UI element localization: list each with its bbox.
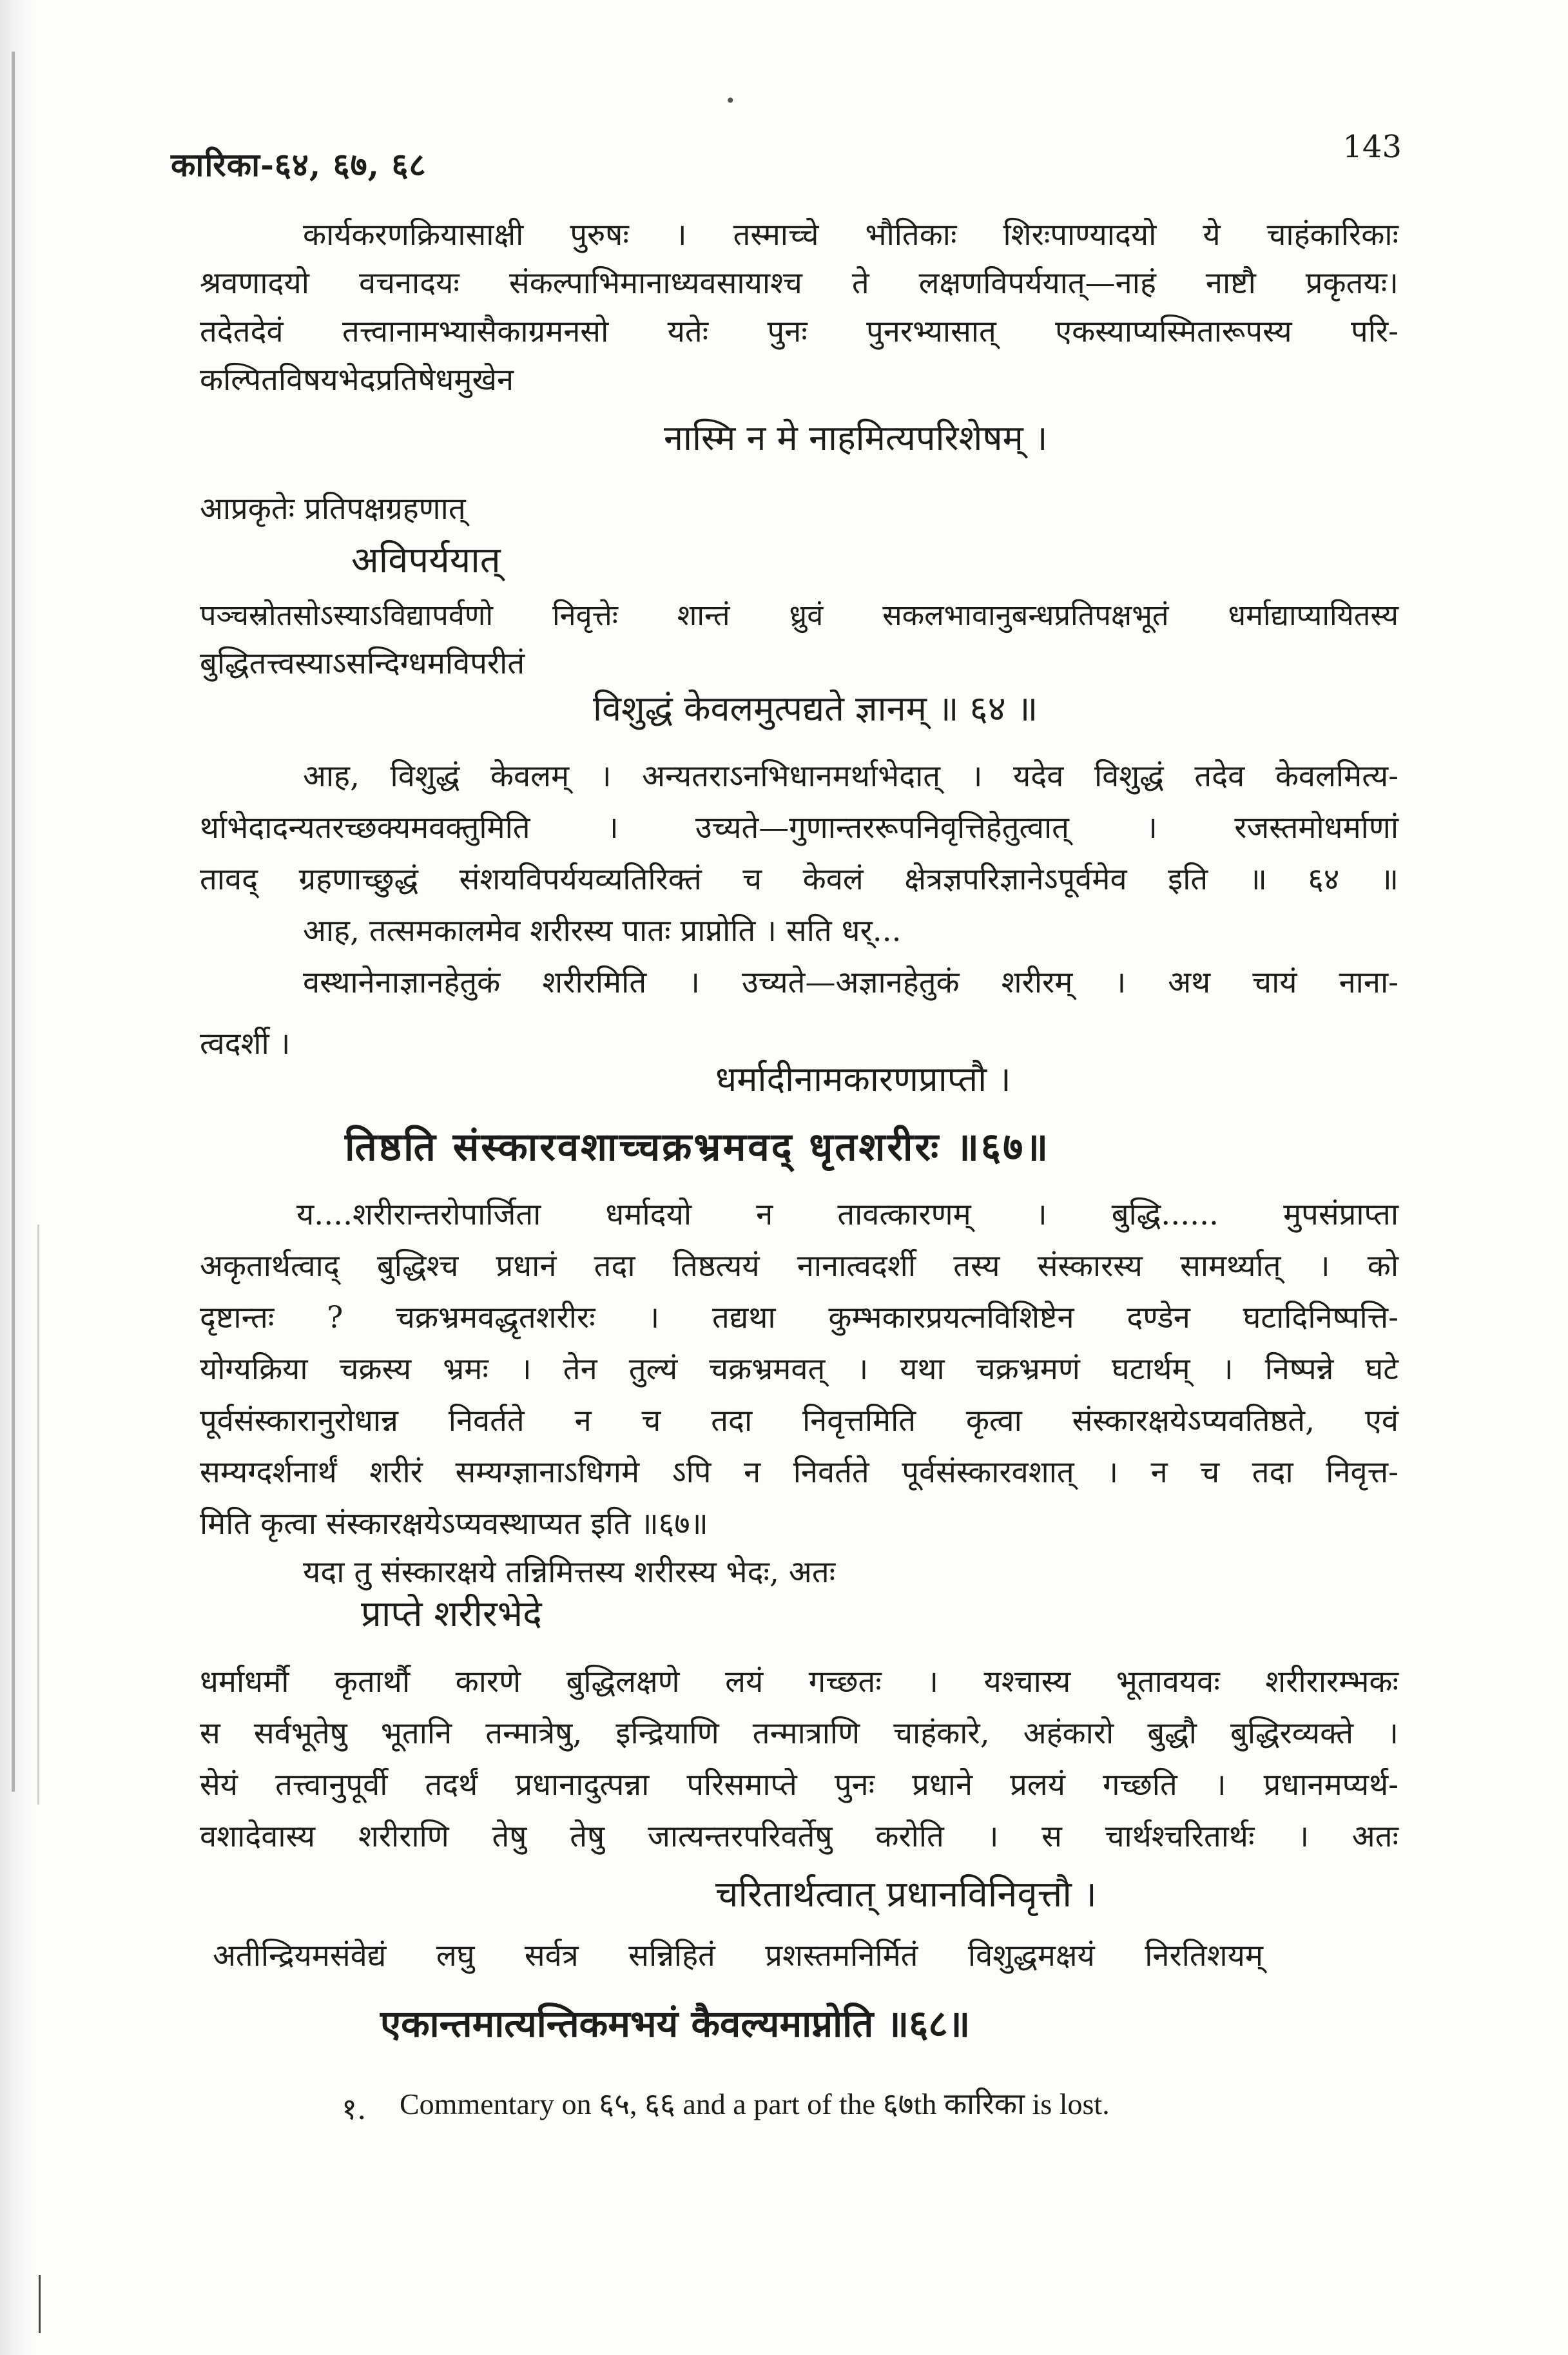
text-line: कल्पितविषयभेदप्रतिषेधमुखेन: [200, 362, 514, 398]
text-line: दृष्टान्तः ? चक्रभ्रमवद्धृतशरीरः । तद्यथा कुम्भकारप्रयत्नविशिष्टेन दण्डेन घटादिनिष्पत्ति-: [200, 1300, 1399, 1335]
verse-line: प्राप्ते शरीरभेदे: [361, 1593, 542, 1635]
text-line: पूर्वसंस्कारानुरोधान्न निवर्तते न च तदा निवृत्तमिति कृत्वा संस्कारक्षयेऽप्यवतिष्ठते, एवं: [200, 1403, 1399, 1439]
text-line: यदा तु संस्कारक्षये तन्निमित्तस्य शरीरस्य भेदः, अतः: [303, 1555, 836, 1590]
text-line: आप्रकृतेः प्रतिपक्षग्रहणात्: [200, 491, 466, 527]
text-line: स सर्वभूतेषु भूतानि तन्मात्रेषु, इन्द्रियाणि तन्मात्राणि चाहंकारे, अहंकारो बुद्धौ बुद्धिरव्यक्ते ।: [200, 1716, 1399, 1751]
text-line: योग्यक्रिया चक्रस्य भ्रमः । तेन तुल्यं चक्रभ्रमवत् । यथा चक्रभ्रमणं घटार्थम् । निष्पन्ने घटे: [200, 1352, 1399, 1387]
verse-line: विशुद्धं केवलमुत्पद्यते ज्ञानम् ॥ ६४ ॥: [593, 688, 1038, 729]
verse-line: अविपर्ययात्: [351, 539, 501, 581]
verse-line: तिष्ठति संस्कारवशाच्चक्रभ्रमवद् धृतशरीरः ॥६७॥: [345, 1125, 1050, 1170]
verse-line: चरितार्थत्वात् प्रधानविनिवृत्तौ ।: [715, 1874, 1097, 1915]
text-line: कार्यकरणक्रियासाक्षी पुरुषः । तस्माच्चे भौतिकाः शिरःपाण्यादयो ये चाहंकारिकाः: [303, 217, 1399, 253]
print-speck: •: [725, 90, 736, 111]
spine-line-secondary: [37, 1225, 39, 1805]
page-number: 143: [1342, 129, 1402, 165]
text-line: बुद्धितत्त्वस्याऽसन्दिग्धमविपरीतं: [200, 646, 525, 681]
running-head: कारिका-६४, ६७, ६८: [171, 146, 427, 184]
text-line: तावद् ग्रहणाच्छुद्धं संशयविपर्ययव्यतिरिक्तं च केवलं क्षेत्रज्ञपरिज्ञानेऽपूर्वमेव इति ॥ ६४ ॥: [200, 862, 1399, 897]
text-line: सेयं तत्त्वानुपूर्वी तदर्थं प्रधानादुत्पन्ना परिसमाप्ते पुनः प्रधाने प्रलयं गच्छति । प्रधानमप्यर्थ-: [200, 1767, 1399, 1803]
spine-shadow: [0, 0, 39, 2355]
text-line: सम्यग्दर्शनार्थं शरीरं सम्यग्ज्ञानाऽधिगमे ऽपि न निवर्तते पूर्वसंस्कारवशात् । न च तदा निवृत्त-: [200, 1455, 1399, 1490]
text-line: मिति कृत्वा संस्कारक्षयेऽप्यवस्थाप्यत इति ॥६७॥: [200, 1506, 708, 1542]
edge-mark: [39, 2275, 41, 2333]
text-line: अतीन्द्रियमसंवेद्यं लघु सर्वत्र सन्निहितं प्रशस्तमनिर्मितं विशुद्धमक्षयं निरतिशयम्: [213, 1938, 1263, 1973]
verse-line: एकान्तमात्यन्तिकमभयं कैवल्यमाप्नोति ॥६८॥: [380, 2002, 971, 2046]
text-line: आह, तत्समकालमेव शरीरस्य पातः प्राप्नोति । सति धर्...: [303, 913, 902, 949]
text-line: र्थाभेदादन्यतरच्छक्यमवक्तुमिति । उच्यते—गुणान्तररूपनिवृत्तिहेतुत्वात् । रजस्तमोधर्माणां: [200, 810, 1399, 846]
text-line: य....शरीरान्तरोपार्जिता धर्मादयो न तावत्कारणम् । बुद्धि...... मुपसंप्राप्ता: [296, 1197, 1399, 1232]
text-line: वस्थानेनाज्ञानहेतुकं शरीरमिति । उच्यते—अज्ञानहेतुकं शरीरम् । अथ चायं नाना-: [303, 965, 1399, 1000]
verse-line: नास्मि न मे नाहमित्यपरिशेषम् ।: [664, 418, 1048, 458]
page-header: [171, 129, 1402, 187]
verse-line: धर्मादीनामकारणप्राप्तौ ।: [715, 1059, 1011, 1100]
text-line: तदेतदेवं तत्त्वानामभ्यासैकाग्रमनसो यतेः पुनः पुनरभ्यासात् एकस्याप्यस्मितारूपस्य परि-: [200, 314, 1399, 349]
text-line: आह, विशुद्धं केवलम् । अन्यतराऽनभिधानमर्थाभेदात् । यदेव विशुद्धं तदेव केवलमित्य-: [303, 759, 1399, 794]
text-line: श्रवणादयो वचनादयः संकल्पाभिमानाध्यवसायाश्च ते लक्षणविपर्ययात्—नाहं नाष्टौ प्रकृतयः।: [200, 266, 1399, 301]
text-line: पञ्चस्रोतसोऽस्याऽविद्यापर्वणो निवृत्तेः शान्तं ध्रुवं सकलभावानुबन्धप्रतिपक्षभूतं धर्माद्याप्यायितस्य: [200, 598, 1399, 632]
text-line: धर्माधर्मौ कृतार्थौ कारणे बुद्धिलक्षणे लयं गच्छतः । यश्चास्य भूतावयवः शरीरारम्भकः: [200, 1664, 1399, 1700]
text-line: वशादेवास्य शरीराणि तेषु तेषु जात्यन्तरपरिवर्तेषु करोति । स चार्थश्चरितार्थः । अतः: [200, 1819, 1399, 1854]
footnote-number: १.: [342, 2091, 367, 2126]
footnote-text: Commentary on ६५, ६६ and a part of the ६७th कारिका is lost.: [400, 2088, 1110, 2120]
text-line: अकृतार्थत्वाद् बुद्धिश्च प्रधानं तदा तिष्ठत्ययं नानात्वदर्शी तस्य संस्कारस्य सामर्थ्यात् । को: [200, 1248, 1399, 1284]
spine-line: [12, 52, 15, 1792]
text-line: त्वदर्शी ।: [200, 1026, 291, 1061]
